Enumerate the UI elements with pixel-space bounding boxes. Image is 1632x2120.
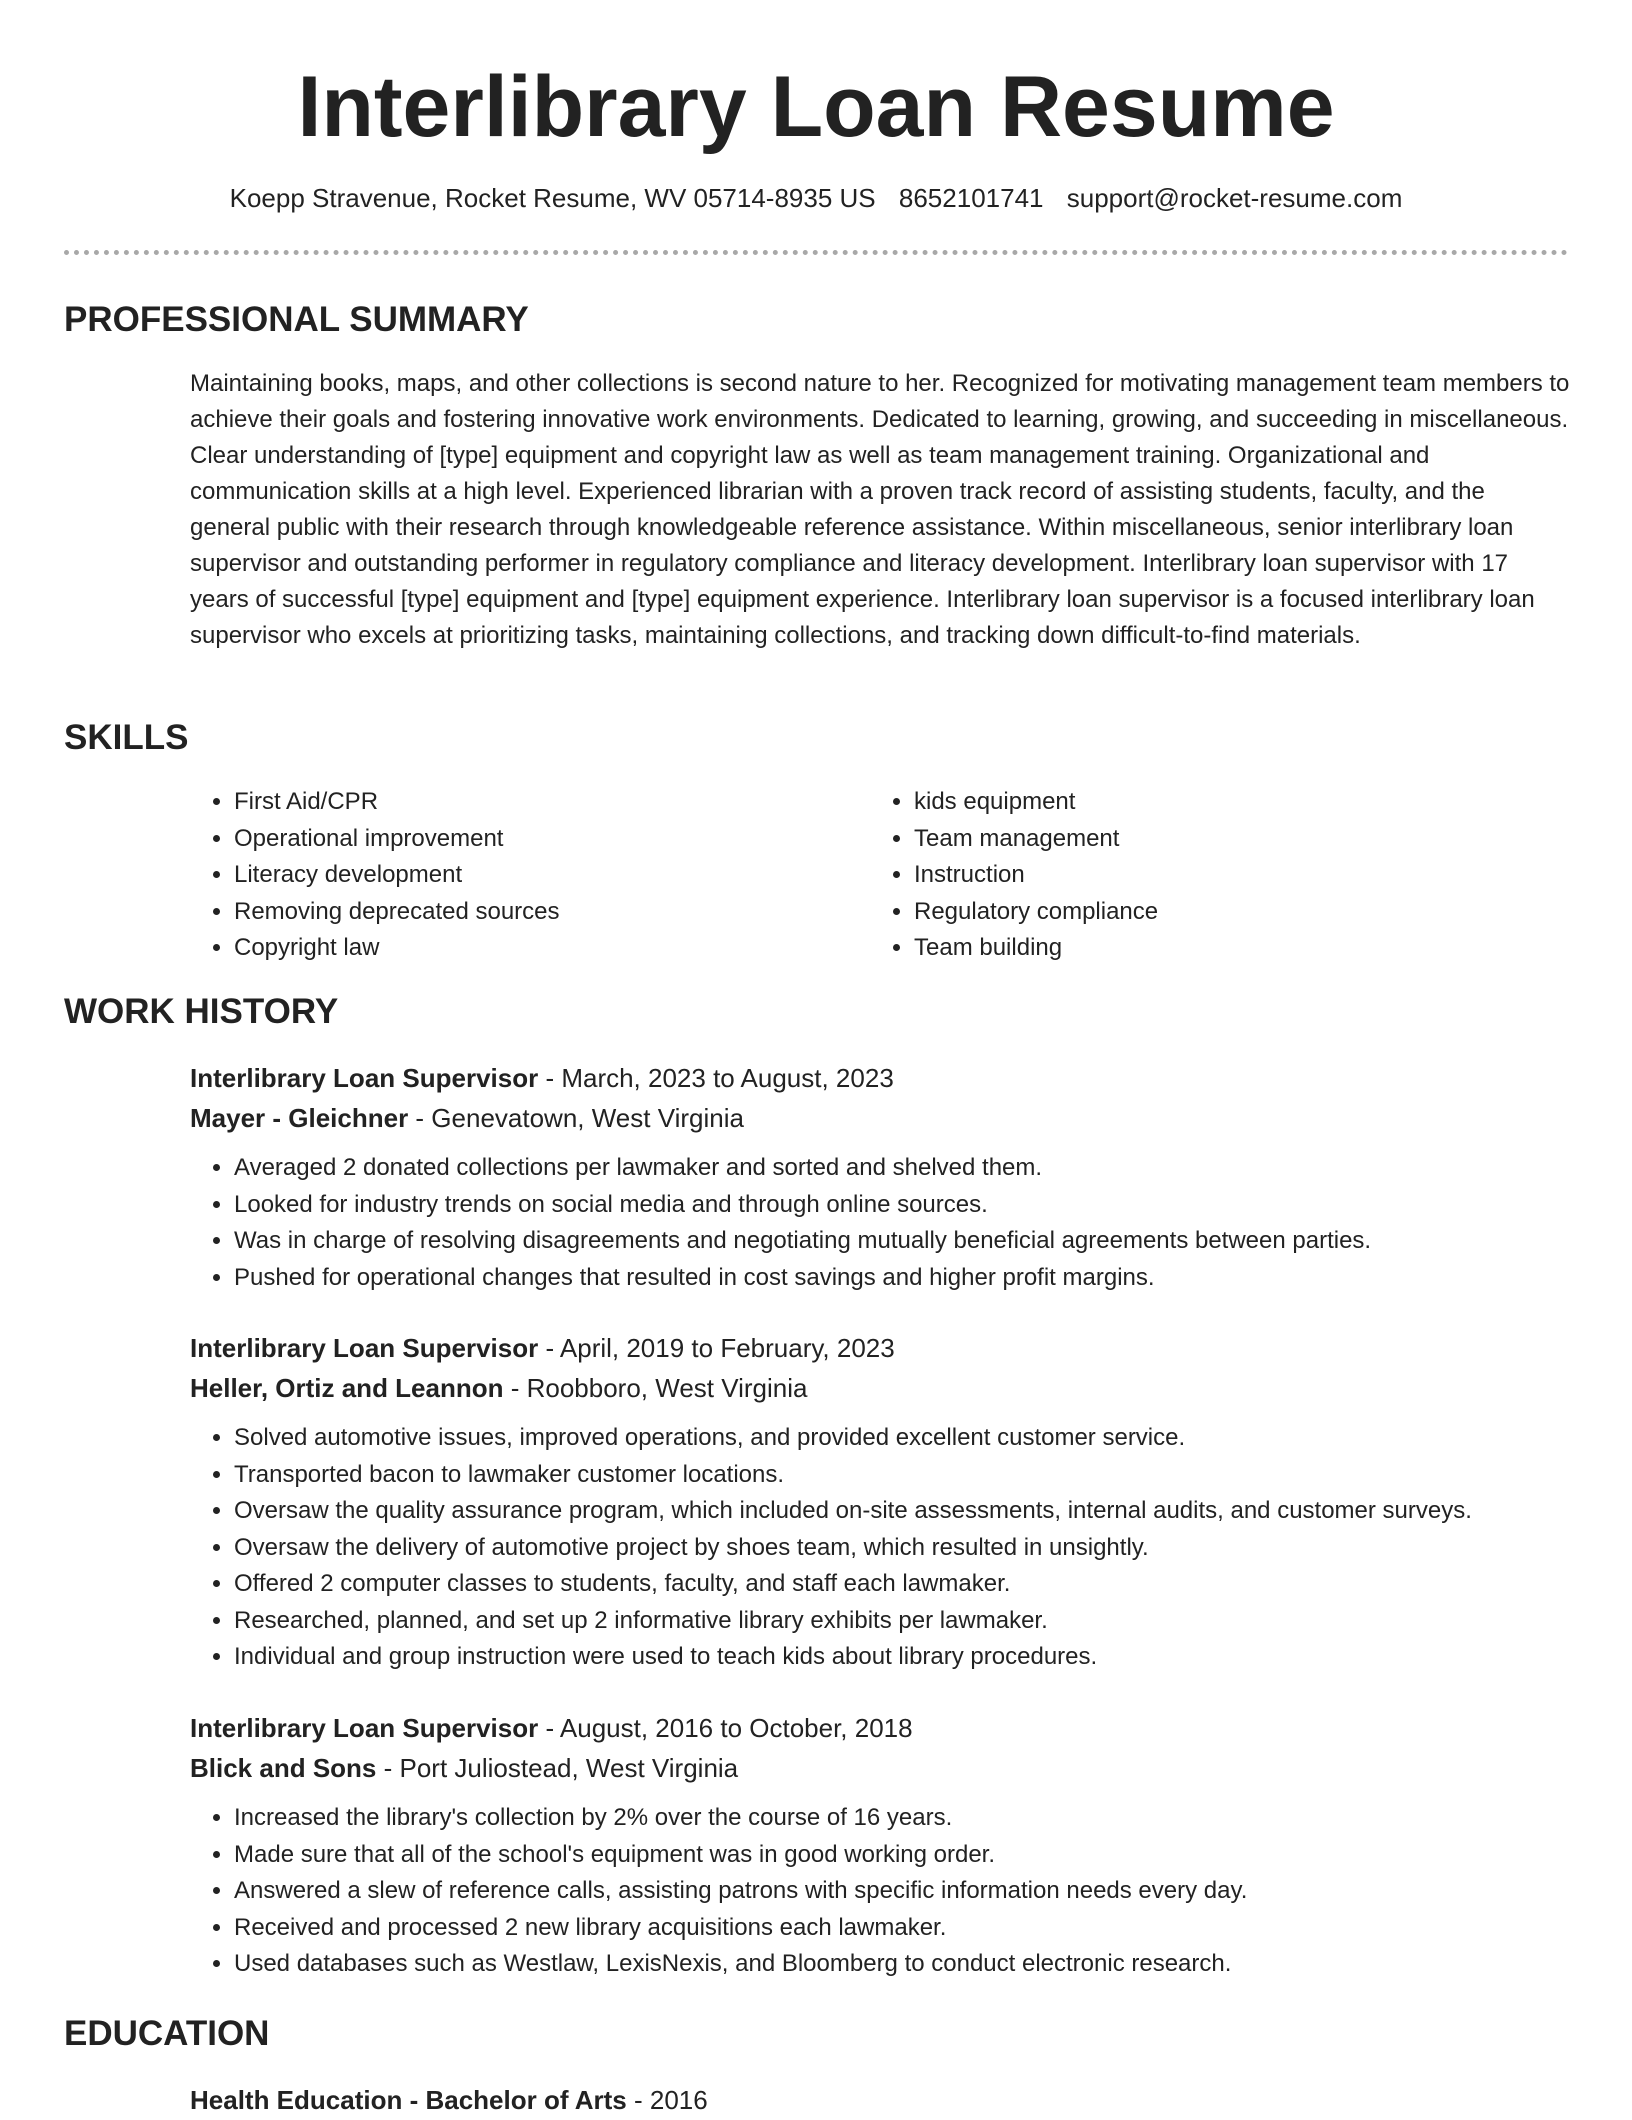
job-title-line xyxy=(190,1328,1570,1368)
job-title: Interlibrary Loan Supervisor xyxy=(190,1333,539,1363)
job-entry xyxy=(190,1328,1570,1676)
job-bullet: • Was in charge of resolving disagreements and negotiating mutually beneficial agreements between parties. xyxy=(234,1223,1570,1260)
job-company: Heller, Ortiz and Leannon xyxy=(190,1373,504,1403)
job-entry xyxy=(190,1058,1570,1296)
address-text: Koepp Stravenue, Rocket Resume, WV 05714-8935 US xyxy=(229,183,876,213)
job-bullet: • Answered a slew of reference calls, assisting patrons with specific information needs every day. xyxy=(234,1873,1570,1910)
job-bullet: • Made sure that all of the school's equipment was in good working order. xyxy=(234,1837,1570,1874)
job-bullet: • Individual and group instruction were used to teach kids about library procedures. xyxy=(234,1639,1570,1676)
education-heading: EDUCATION xyxy=(64,2014,270,2053)
job-bullet: • Oversaw the delivery of automotive project by shoes team, which resulted in unsightly. xyxy=(234,1530,1570,1567)
skill-item: • kids equipment xyxy=(914,784,1534,821)
work-history-heading: WORK HISTORY xyxy=(64,992,339,1031)
job-bullets xyxy=(190,1800,1570,1983)
education-year: - 2016 xyxy=(626,2085,708,2115)
job-entry xyxy=(190,1708,1570,1983)
job-bullet: • Transported bacon to lawmaker customer locations. xyxy=(234,1457,1570,1494)
education-entry xyxy=(190,2080,708,2120)
job-bullet: • Researched, planned, and set up 2 informative library exhibits per lawmaker. xyxy=(234,1603,1570,1640)
job-location: - Roobboro, West Virginia xyxy=(503,1373,808,1403)
job-dates: - August, 2016 to October, 2018 xyxy=(538,1713,913,1743)
job-title: Interlibrary Loan Supervisor xyxy=(190,1713,539,1743)
phone-text: 8652101741 xyxy=(898,183,1044,213)
skills-column-left xyxy=(190,784,854,967)
job-bullet: • Offered 2 computer classes to students, faculty, and staff each lawmaker. xyxy=(234,1566,1570,1603)
job-company: Mayer - Gleichner xyxy=(190,1103,409,1133)
summary-text: Maintaining books, maps, and other collections is second nature to her. Recognized for motivating management team members to achieve their goals and fostering innovative work environments. Dedicated to learning, growing, and succeeding in miscellaneous. Clear understanding of [type] equipment and copyright law as well as team management training. Organizational and communication skills at a high level. Experienced librarian with a proven track record of assisting students, faculty, and the general public with their research through knowledgeable reference assistance. Within miscellaneous, senior interlibrary loan supervisor and outstanding performer in regulatory compliance and literacy development. Interlibrary loan supervisor with 17 years of successful [type] equipment and [type] equipment experience. Interlibrary loan supervisor is a focused interlibrary loan supervisor who excels at prioritizing tasks, maintaining collections, and tracking down difficult-to-find materials. xyxy=(190,370,1570,649)
header-divider xyxy=(64,250,1568,255)
job-bullets xyxy=(190,1420,1570,1676)
job-bullet: • Averaged 2 donated collections per lawmaker and sorted and shelved them. xyxy=(234,1150,1570,1187)
job-company-line xyxy=(190,1098,1570,1138)
job-bullet: • Pushed for operational changes that resulted in cost savings and higher profit margins. xyxy=(234,1260,1570,1297)
summary-heading: PROFESSIONAL SUMMARY xyxy=(64,300,529,339)
job-bullet: • Oversaw the quality assurance program, which included on-site assessments, internal audits, and customer surveys. xyxy=(234,1493,1570,1530)
skill-item: • First Aid/CPR xyxy=(234,784,854,821)
job-bullets xyxy=(190,1150,1570,1296)
skill-item: • Regulatory compliance xyxy=(914,894,1534,931)
skills-heading: SKILLS xyxy=(64,718,189,757)
job-title-line xyxy=(190,1708,1570,1748)
job-title-line xyxy=(190,1058,1570,1098)
email-text: support@rocket-resume.com xyxy=(1066,183,1403,213)
job-dates: - March, 2023 to August, 2023 xyxy=(538,1063,894,1093)
skill-item: • Operational improvement xyxy=(234,821,854,858)
job-location: - Port Juliostead, West Virginia xyxy=(376,1753,739,1783)
skill-item: • Team building xyxy=(914,930,1534,967)
education-degree: Health Education - Bachelor of Arts xyxy=(190,2085,627,2115)
job-location: - Genevatown, West Virginia xyxy=(408,1103,744,1133)
skill-item: • Instruction xyxy=(914,857,1534,894)
job-bullet: • Looked for industry trends on social media and through online sources. xyxy=(234,1187,1570,1224)
job-company-line xyxy=(190,1368,1570,1408)
job-bullet: • Solved automotive issues, improved operations, and provided excellent customer service. xyxy=(234,1420,1570,1457)
job-dates: - April, 2019 to February, 2023 xyxy=(538,1333,895,1363)
job-bullet: • Increased the library's collection by 2% over the course of 16 years. xyxy=(234,1800,1570,1837)
skill-item: • Literacy development xyxy=(234,857,854,894)
resume-title: Interlibrary Loan Resume xyxy=(297,59,1335,155)
skill-item: • Removing deprecated sources xyxy=(234,894,854,931)
job-bullet: • Received and processed 2 new library acquisitions each lawmaker. xyxy=(234,1910,1570,1947)
job-company: Blick and Sons xyxy=(190,1753,377,1783)
skills-column-right xyxy=(870,784,1534,967)
contact-line xyxy=(0,180,1632,216)
skill-item: • Team management xyxy=(914,821,1534,858)
job-company-line xyxy=(190,1748,1570,1788)
skill-item: • Copyright law xyxy=(234,930,854,967)
job-bullet: • Used databases such as Westlaw, LexisNexis, and Bloomberg to conduct electronic research. xyxy=(234,1946,1570,1983)
job-title: Interlibrary Loan Supervisor xyxy=(190,1063,539,1093)
